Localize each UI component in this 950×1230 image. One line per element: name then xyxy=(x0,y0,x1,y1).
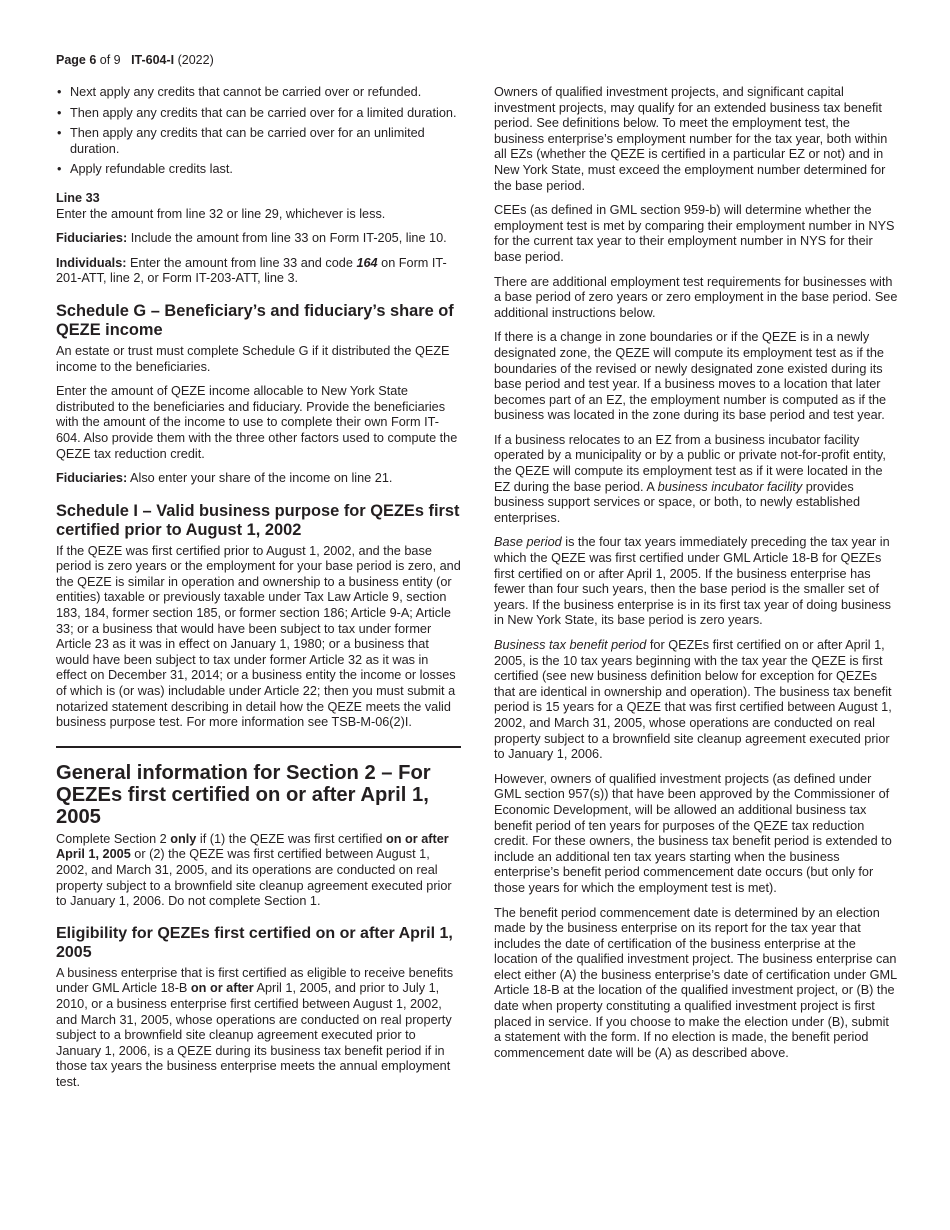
left-column xyxy=(56,85,461,1100)
incubator-term: business incubator facility xyxy=(657,479,803,494)
eligibility-text: April 1, 2005, and prior to July 1, 2010, or a business enterprise first certified between August 1, 2002, and March 31, 2005, whose operations are conducted on real property subject to a brownfield site cleanup agreement executed prior to January 1, 2006, is a QEZE during its business tax benefit period if in those tax years the business enterprise meets the annual employment test. xyxy=(56,981,452,1089)
individuals-line33 xyxy=(56,256,461,287)
schedule-g-heading: Schedule G – Beneficiary’s and fiduciary’s share of QEZE income xyxy=(56,301,454,339)
eligibility-text: A business enterprise that is first certified as eligible to receive benefits under GML Article 18-B xyxy=(56,965,454,996)
benefit-period-term: Business tax benefit period xyxy=(494,638,647,652)
eligibility-heading: Eligibility for QEZEs first certified on or after April 1, 2005 xyxy=(56,924,453,961)
additional-requirements-paragraph: There are additional employment test requirements for businesses with a base period of zero years or zero employment in the base period. See additional instructions below. xyxy=(494,274,898,320)
fiduciaries-label: Fiduciaries: xyxy=(56,231,128,246)
incubator-paragraph xyxy=(494,433,899,527)
zone-boundaries-paragraph: If there is a change in zone boundaries or if the QEZE is in a newly designated zone, the QEZE will compute its employment test as if the boundaries of the revised or newly designated zone existed during its base period and test year. If a business moves to a location that later becomes part of an EZ, the employment number is computed as if the business was located in the zone during its base period and test year. xyxy=(494,330,887,423)
incubator-text: If a business relocates to an EZ from a business incubator facility operated by a municipality or by a public or private not-for-profit entity, the QEZE will compute its employment test as if it were located in the EZ during the base period. A xyxy=(494,432,886,494)
individuals-text-end: on Form IT-201-ATT, line 2, or Form IT-203-ATT, line 3. xyxy=(56,255,447,286)
schedule-i-paragraph: If the QEZE was first certified prior to August 1, 2002, and the base period is zero years or the employment for your base period is zero, and the QEZE is similar in operation and ownership to a business entity (or entities) taxable or previously taxable under Tax Law Article 9, section 183, 184, former section 185, or former section 186; Article 9-A; Article 33; or a business that would have been subject to tax under former Article 23 as it was in effect on January 1, 1980; or a business that would have been subject to tax under former Article 32 as it was in effect on December 31, 2014; or a business entity the income or losses of which is (or was) includable under Article 22; then you must submit a notarized statement describing in detail how the QEZE meets the valid business purpose test. For more information see TSB-M-06(2)I. xyxy=(56,543,461,730)
list-item: • Then apply any credits that can be carried over for a limited duration. xyxy=(56,106,461,122)
benefit-period-paragraph xyxy=(494,638,899,763)
employment-test-paragraph: Owners of qualified investment projects, and significant capital investment projects, may qualify for an extended business tax benefit period. See definitions below. To meet the employment test, the business enterprise’s employment number for the tax year, both within all EZs (whether the QEZE is certified in a particular EZ or not) and in New York State, must exceed the employment number determined for the base period. xyxy=(494,85,888,193)
credit-order-list xyxy=(56,85,461,178)
general-text: if (1) the QEZE was first certified xyxy=(196,831,386,846)
incubator-text: provides business support services or space, or both, to newly established enterprises. xyxy=(494,479,861,525)
cee-paragraph: CEEs (as defined in GML section 959-b) will determine whether the employment test is met by comparing their employment number in NYS for the current tax year to their employment number in NYS for their base period. xyxy=(494,203,895,264)
fiduciaries-share xyxy=(56,471,461,487)
general-text: Complete Section 2 xyxy=(56,831,171,846)
list-item: • Apply refundable credits last. xyxy=(56,162,461,178)
page-number: Page 6 xyxy=(56,53,97,67)
schedule-g-paragraph: An estate or trust must complete Schedule G if it distributed the QEZE income to the beneficiaries. xyxy=(56,343,450,374)
commencement-date-paragraph: The benefit period commencement date is determined by an election made by the business enterprise on its report for the tax year that includes the date of certification of the business enterprise at the location of the qualified investment project. The business enterprise can elect either (A) the business enterprise’s date of certification under GML Article 18-B at the location of the qualified investment project, or (B) the date when property constituting a qualified investment project is first placed in service. If you choose to make the election under (B), submit a statement with the form. If no election is made, the benefit period commencement date will be (A) as described above. xyxy=(494,905,897,1060)
list-item: • Next apply any credits that cannot be carried over or refunded. xyxy=(56,85,461,101)
only-emphasis: only xyxy=(170,831,197,846)
schedule-i-heading: Schedule I – Valid business purpose for QEZEs first certified prior to August 1, 2002 xyxy=(56,501,460,539)
section-divider xyxy=(56,746,461,748)
general-text: or (2) the QEZE was first certified between August 1, 2002, and March 31, 2005, and its operations are conducted on real property subject to a brownfield site cleanup agreement executed prior to January 1, 2006. Do not complete Section 1. xyxy=(56,847,452,909)
individuals-label: Individuals: xyxy=(56,255,127,270)
fiduciaries-line33 xyxy=(56,231,461,247)
base-period-text: is the four tax years immediately preceding the tax year in which the QEZE was first certified under GML Article 18-B for QEZEs first certified on or after April 1, 2005. If the business enterprise has fewer than four such years, then the base period is the smaller set of years. If the business enterprise is in its first tax year of doing business in New York State, its base period is zero years. xyxy=(494,535,892,628)
fiduciaries-text: Include the amount from line 33 on Form IT-205, line 10. xyxy=(127,231,447,246)
line33-heading: Line 33 xyxy=(56,190,100,205)
page-header xyxy=(56,53,214,67)
right-column xyxy=(494,85,899,1070)
credit-code: 164 xyxy=(356,255,378,270)
base-period-term: Base period xyxy=(494,535,562,550)
schedule-g-paragraph: Enter the amount of QEZE income allocable to New York State distributed to the beneficiaries and fiduciary. Provide the beneficiaries with the amount of the income to use to complete their own Form IT-604. Also provide them with the three other factors used to compute the QEZE tax reduction credit. xyxy=(56,384,458,461)
form-year: (2022) xyxy=(174,53,214,67)
eligibility-paragraph xyxy=(56,966,461,1091)
form-id: IT-604-I xyxy=(131,53,175,67)
fiduciaries-label: Fiduciaries: xyxy=(56,471,128,486)
fiduciaries-text: Also enter your share of the income on line 21. xyxy=(127,471,393,486)
general-info-heading: General information for Section 2 – For QEZEs first certified on or after April 1, 2005 xyxy=(56,761,431,828)
qualified-investment-paragraph: However, owners of qualified investment projects (as defined under GML section 957(s)) that have been approved by the Commissioner of Economic Development, will be allowed an additional business tax benefit period of ten years for purposes of the QEZE tax reduction credit. For these owners, the business tax benefit period is extended to include an additional ten tax years starting when the business enterprise’s benefit period commencement date occurs (but only for those years for which the employment test is met). xyxy=(494,771,892,895)
on-or-after-emphasis: on or after April 1, 2005 xyxy=(56,831,449,862)
individuals-text: Enter the amount from line 33 and code xyxy=(126,255,357,270)
benefit-period-text: for QEZEs first certified on or after April 1, 2005, is the 10 tax years beginning with the tax year the QEZE is first certified (see new business definition below for exception for QEZEs that are identical in ownership and operation). The business tax benefit period is 15 years for a QEZE that was first certified between August 1, 2002, and March 31, 2005, whose operations are conducted on real property subject to a brownfield site cleanup agreement executed prior to January 1, 2006. xyxy=(494,638,892,762)
list-item: • Then apply any credits that can be carried over for an unlimited duration. xyxy=(56,126,461,157)
line33-text: Enter the amount from line 32 or line 29, whichever is less. xyxy=(56,206,386,221)
general-info-paragraph xyxy=(56,832,461,910)
base-period-paragraph xyxy=(494,535,899,629)
page-total: of 9 xyxy=(96,53,121,67)
on-or-after-emphasis: on or after xyxy=(190,981,254,996)
